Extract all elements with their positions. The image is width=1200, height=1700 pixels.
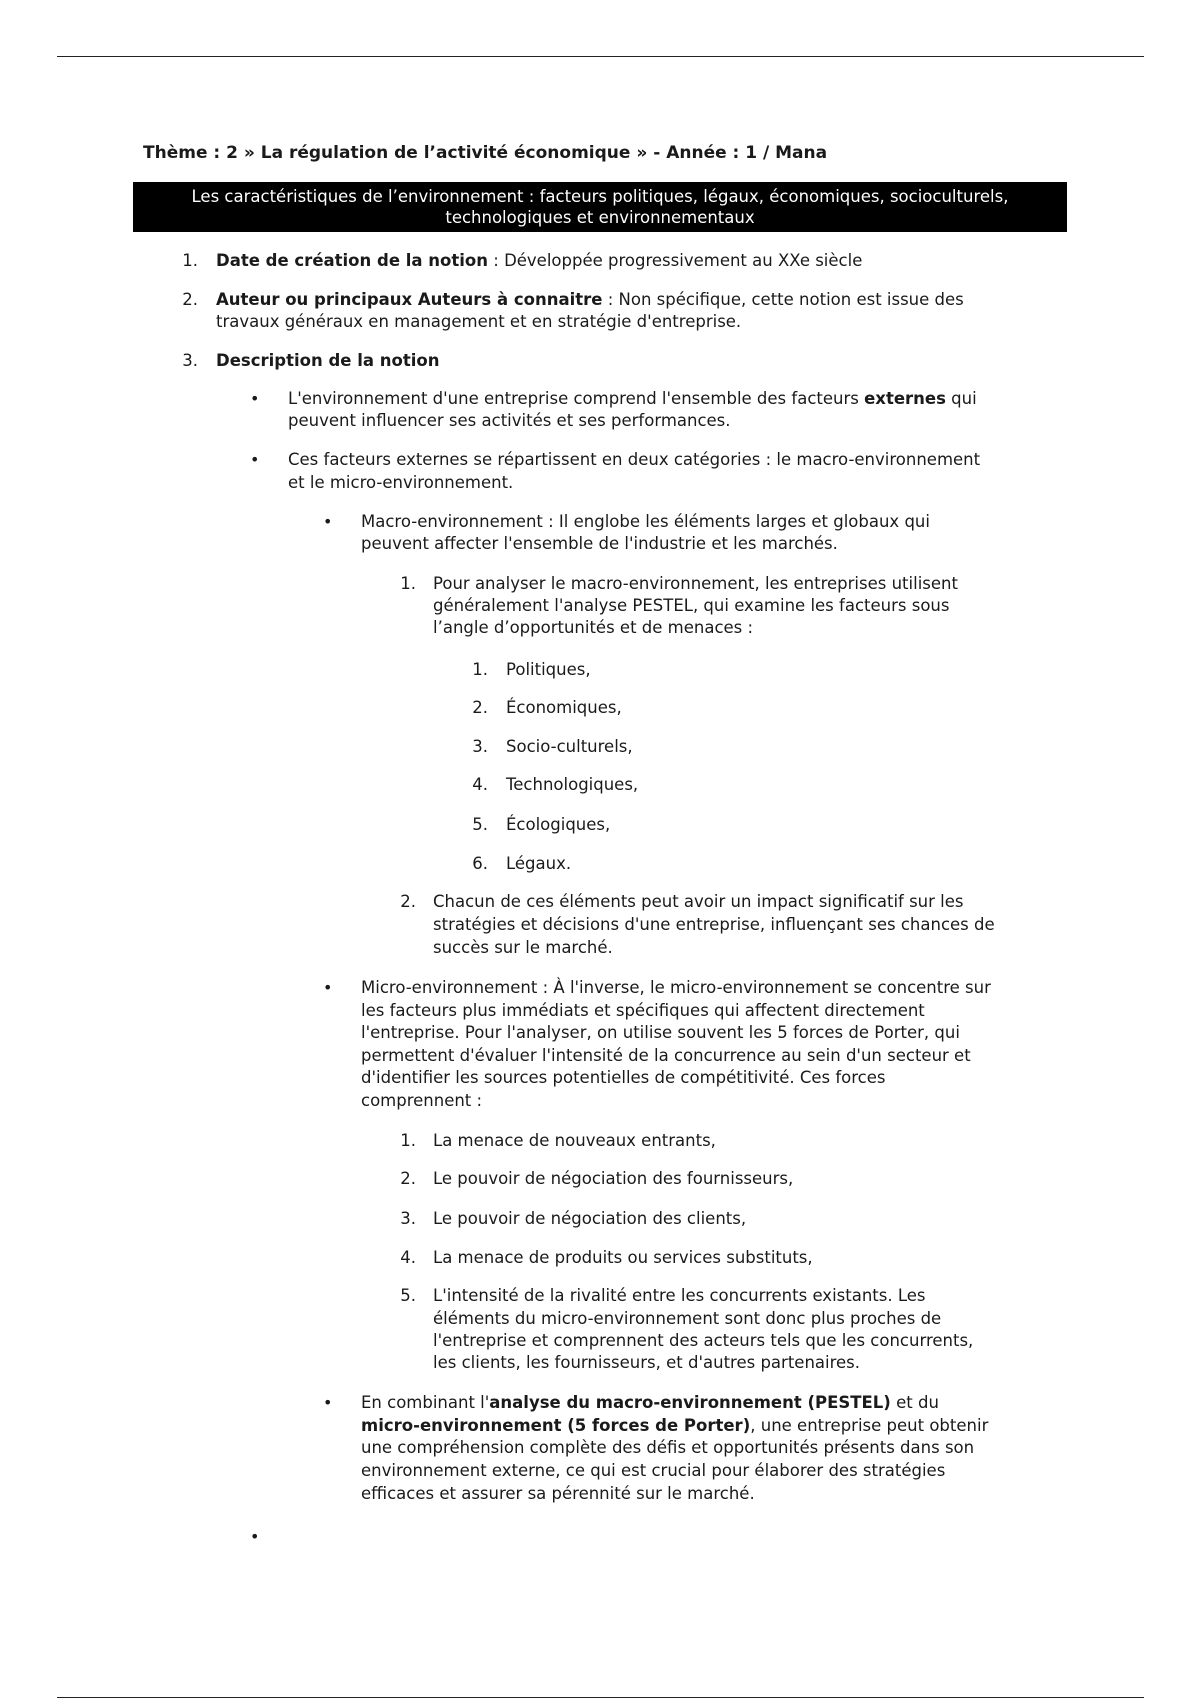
emphasis-pestel: analyse du macro-environnement (PESTEL) bbox=[489, 1393, 891, 1412]
list-number: 3. bbox=[472, 737, 488, 756]
bottom-rule bbox=[57, 1697, 1144, 1698]
section-label: Description de la notion bbox=[216, 351, 440, 370]
text-run: L'environnement d'une entreprise comprend l'ensemble des facteurs bbox=[288, 389, 865, 408]
list-label: Écologiques, bbox=[506, 815, 611, 834]
list-line: généralement l'analyse PESTEL, qui examine les facteurs sous bbox=[433, 596, 950, 615]
bullet-line bbox=[361, 1392, 939, 1414]
section-number: 3. bbox=[182, 351, 198, 370]
emphasis-externes: externes bbox=[864, 389, 946, 408]
bullet-line: Micro-environnement : À l'inverse, le micro-environnement se concentre sur bbox=[361, 978, 991, 997]
list-number: 2. bbox=[400, 1169, 416, 1188]
emphasis-porter: micro-environnement (5 forces de Porter) bbox=[361, 1416, 751, 1435]
bullet-line: peuvent influencer ses activités et ses performances. bbox=[288, 411, 731, 430]
list-number: 1. bbox=[400, 574, 416, 593]
bullet-line: une compréhension complète des défis et opportunités présents dans son bbox=[361, 1438, 975, 1457]
bullet-glyph: • bbox=[323, 978, 333, 997]
bullet-line: d'identifier les sources potentielles de compétitivité. Ces forces bbox=[361, 1068, 886, 1087]
section-value: : Non spécifique, cette notion est issue des bbox=[602, 290, 964, 309]
list-line: l'entreprise et comprennent des acteurs tels que les concurrents, bbox=[433, 1331, 974, 1350]
list-label: Politiques, bbox=[506, 660, 591, 679]
text-run: , une entreprise peut obtenir bbox=[750, 1416, 989, 1435]
list-line: éléments du micro-environnement sont donc plus proches de bbox=[433, 1309, 942, 1328]
list-label: La menace de nouveaux entrants, bbox=[433, 1131, 716, 1150]
list-number: 5. bbox=[400, 1286, 416, 1305]
banner-line-2: technologiques et environnementaux bbox=[445, 208, 755, 227]
bullet-line: efficaces et assurer sa pérennité sur le marché. bbox=[361, 1484, 755, 1503]
list-label: Le pouvoir de négociation des clients, bbox=[433, 1209, 747, 1228]
list-line: l’angle d’opportunités et de menaces : bbox=[433, 618, 754, 637]
list-number: 6. bbox=[472, 854, 488, 873]
top-rule bbox=[57, 56, 1144, 57]
section-label: Date de création de la notion bbox=[216, 251, 489, 270]
page-theme-title: Thème : 2 » La régulation de l’activité économique » - Année : 1 / Mana bbox=[143, 143, 828, 163]
list-label: Légaux. bbox=[506, 854, 572, 873]
list-line: Pour analyser le macro-environnement, les entreprises utilisent bbox=[433, 574, 958, 593]
section-number: 1. bbox=[182, 251, 198, 270]
list-line: L'intensité de la rivalité entre les concurrents existants. Les bbox=[433, 1286, 926, 1305]
list-number: 2. bbox=[472, 698, 488, 717]
list-number: 4. bbox=[472, 775, 488, 794]
bullet-line: peuvent affecter l'ensemble de l'industrie et les marchés. bbox=[361, 534, 838, 553]
section-line bbox=[216, 289, 964, 311]
bullet-line: permettent d'évaluer l'intensité de la concurrence au sein d'un secteur et bbox=[361, 1046, 971, 1065]
banner-line-1: Les caractéristiques de l’environnement : facteurs politiques, légaux, économiques, socioculturels, bbox=[191, 186, 1009, 206]
list-number: 1. bbox=[472, 660, 488, 679]
list-line: les clients, les fournisseurs, et d'autres partenaires. bbox=[433, 1353, 861, 1372]
bullet-line: comprennent : bbox=[361, 1091, 483, 1110]
bullet-line: l'entreprise. Pour l'analyser, on utilise souvent les 5 forces de Porter, qui bbox=[361, 1023, 960, 1042]
list-number: 1. bbox=[400, 1131, 416, 1150]
bullet-line: environnement externe, ce qui est crucial pour élaborer des stratégies bbox=[361, 1461, 946, 1480]
bullet-line: et le micro-environnement. bbox=[288, 473, 514, 492]
list-label: Socio-culturels, bbox=[506, 737, 633, 756]
text-run: qui bbox=[945, 389, 977, 408]
bullet-line bbox=[288, 388, 977, 410]
section-value: : Développée progressivement au XXe siècle bbox=[488, 251, 863, 270]
list-number: 5. bbox=[472, 815, 488, 834]
list-line: stratégies et décisions d'une entreprise, influençant ses chances de bbox=[433, 915, 995, 934]
list-number: 2. bbox=[400, 892, 416, 911]
section-label: Auteur ou principaux Auteurs à connaitre bbox=[216, 290, 603, 309]
list-number: 4. bbox=[400, 1248, 416, 1267]
list-label: La menace de produits ou services substituts, bbox=[433, 1248, 813, 1267]
list-line: succès sur le marché. bbox=[433, 938, 613, 957]
text-run: et du bbox=[890, 1393, 939, 1412]
bullet-glyph: • bbox=[250, 389, 260, 408]
section-line: travaux généraux en management et en stratégie d'entreprise. bbox=[216, 312, 742, 331]
bullet-line: les facteurs plus immédiats et spécifiques qui affectent directement bbox=[361, 1001, 925, 1020]
list-label: Le pouvoir de négociation des fournisseurs, bbox=[433, 1169, 794, 1188]
bullet-line: Ces facteurs externes se répartissent en deux catégories : le macro-environnement bbox=[288, 450, 981, 469]
section-number: 2. bbox=[182, 290, 198, 309]
bullet-line: Macro-environnement : Il englobe les éléments larges et globaux qui bbox=[361, 512, 930, 531]
list-label: Économiques, bbox=[506, 698, 622, 717]
bullet-line bbox=[361, 1415, 988, 1437]
bullet-glyph: • bbox=[323, 1393, 333, 1412]
bullet-glyph: • bbox=[250, 450, 260, 469]
bullet-glyph: • bbox=[323, 512, 333, 531]
list-label: Technologiques, bbox=[506, 775, 639, 794]
bullet-glyph: • bbox=[250, 1527, 260, 1546]
section-line bbox=[216, 250, 862, 272]
notion-banner bbox=[133, 182, 1067, 232]
list-number: 3. bbox=[400, 1209, 416, 1228]
list-line: Chacun de ces éléments peut avoir un impact significatif sur les bbox=[433, 892, 964, 911]
text-run: En combinant l' bbox=[361, 1393, 490, 1412]
